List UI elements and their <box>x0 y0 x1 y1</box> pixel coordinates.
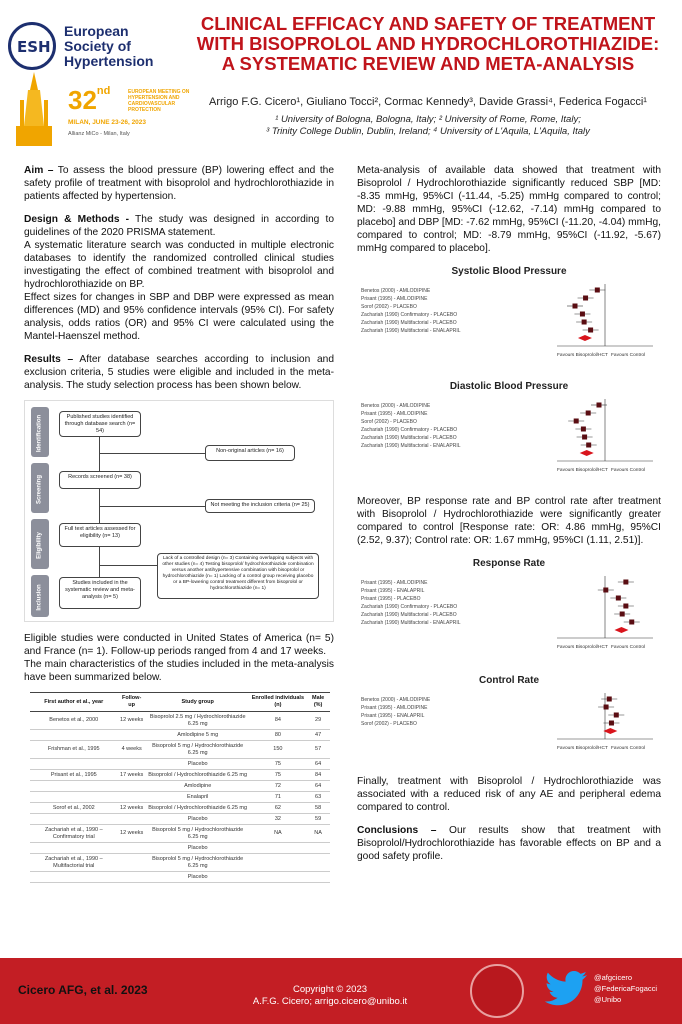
point-estimate <box>586 411 591 416</box>
pooled-estimate-diamond <box>603 728 617 734</box>
table-cell: 17 weeks <box>118 770 146 781</box>
point-estimate <box>603 588 608 593</box>
favours-right-label: Favours Control <box>611 645 646 650</box>
study-label: Sorof (2002) - PLACEBO <box>361 419 417 425</box>
favours-right-label: Favours Control <box>611 468 646 473</box>
social-handle[interactable]: @afgcicero <box>594 973 633 982</box>
table-cell: Bisoprolol 5 mg / Hydrochlorothiazide 6.25 mg <box>146 825 250 843</box>
table-cell: 32 <box>250 814 307 825</box>
stage-inclusion <box>31 575 49 617</box>
copyright-line: Copyright © 2023 <box>292 984 368 995</box>
table-cell: Placebo <box>146 759 250 770</box>
table-row <box>30 781 330 792</box>
favours-right-label: Favours Control <box>611 746 646 751</box>
poster-title: CLINICAL EFFICACY AND SAFETY OF TREATMENT WITH BISOPROLOL AND HYDROCHLOROTHIAZIDE: A SYSTEMATIC REVIEW AND META-ANALYSIS <box>196 13 660 74</box>
point-estimate <box>623 580 628 585</box>
point-estimate <box>614 713 619 718</box>
table-cell <box>118 781 146 792</box>
meeting-info <box>8 85 188 145</box>
table-cell: 12 weeks <box>118 825 146 843</box>
summary-paragraph: The main characteristics of the studies included in the meta-analysis have been summarized below. <box>24 659 334 683</box>
study-label: Prisant (1995) - ENALAPRIL <box>361 713 425 719</box>
countries-paragraph: Eligible studies were conducted in United States of America (n= 5) and France (n= 1). Follow-up periods ranged from 4 and 17 weeks. <box>24 633 334 657</box>
esh-emblem <box>8 22 56 70</box>
pooled-estimate-diamond <box>580 450 594 456</box>
forest-plot-dbp <box>357 380 661 485</box>
table-header: First author et al., year <box>30 693 118 712</box>
point-estimate <box>607 697 612 702</box>
aim-section <box>24 164 334 203</box>
methods-paragraph: Effect sizes for changes in SBP and DBP were expressed as mean differences (MD) and 95% confidence intervals (95% CI). For safety analysis, odds ratios (OR) and 95% CI were calculated using the Mantel-Haenszel method. <box>24 292 334 342</box>
study-label: Zachariah (1990) Multifactorial - PLACEBO <box>361 435 457 441</box>
stage-identification <box>31 407 49 457</box>
study-label: Sorof (2002) - PLACEBO <box>361 721 417 727</box>
flow-arrow <box>100 565 157 566</box>
table-header-row <box>30 693 330 712</box>
table-cell: Benetos et al., 2000 <box>30 712 118 730</box>
table-cell: 62 <box>250 803 307 814</box>
aim-text: To assess the blood pressure (BP) lowering effect and the safety profile of treatment with bisoprolol and hydrochlorothiazide in patients affected by hypertension. <box>24 165 334 202</box>
favours-right-label: Favours Control <box>611 353 646 358</box>
study-label: Zachariah (1990) Multifactorial - PLACEBO <box>361 320 457 326</box>
stage-label: Identification <box>36 414 43 453</box>
box-excluded: Lack of a controlled design (n= 3) Containing overlapping subjects with other studies (n= 4) Testing bisoprolol/ hydrochlorothiazide combination versus another antihypertensive combination with bisoprolol or hydrochlorothiazide (n= 1) Lacking of a control group receiving placebo or a BP-lowering control treatment different from bisoprolol or hydrochlorothiazide (n= 1) <box>157 553 319 599</box>
table-cell: 84 <box>250 712 307 730</box>
favours-left-label: Favours Bisoprolol/HCT <box>557 353 608 358</box>
table-row <box>30 759 330 770</box>
point-estimate <box>574 419 579 424</box>
table-cell <box>30 781 118 792</box>
table-cell <box>306 843 330 854</box>
plot-title: Control Rate <box>479 675 539 686</box>
forest-plot-sbp <box>357 265 661 370</box>
point-estimate <box>582 435 587 440</box>
table-cell <box>30 814 118 825</box>
table-row <box>30 792 330 803</box>
pooled-estimate-diamond <box>614 627 628 633</box>
stage-label: Eligibility <box>36 532 43 559</box>
affiliations <box>188 114 668 138</box>
left-column <box>24 164 334 883</box>
flow-arrow <box>100 506 205 507</box>
table-header: Enrolled individuals (n) <box>250 693 307 712</box>
meeting-number <box>68 85 110 116</box>
poster-footer <box>0 958 682 1024</box>
box-not-meeting: Not meeting the inclusion criteria (n= 25) <box>205 499 315 513</box>
point-estimate <box>616 596 621 601</box>
table-cell: 4 weeks <box>118 741 146 759</box>
table-cell: Placebo <box>146 872 250 883</box>
point-estimate <box>629 620 634 625</box>
table-cell: 57 <box>306 741 330 759</box>
table-header: Male (%) <box>306 693 330 712</box>
table-cell <box>118 854 146 872</box>
table-cell: Placebo <box>146 814 250 825</box>
footer-citation: Cicero AFG, et al. 2023 <box>18 983 148 997</box>
table-cell: Bisoprolol 5 mg / Hydrochlorothiazide 6.25 mg <box>146 741 250 759</box>
study-label: Prisant (1995) - AMLODIPINE <box>361 580 428 586</box>
flow-arrow <box>100 453 205 454</box>
forest-plot-svg <box>357 280 661 370</box>
table-cell: Placebo <box>146 843 250 854</box>
table-cell: 72 <box>250 781 307 792</box>
table-cell: NA <box>306 825 330 843</box>
table-cell: 29 <box>306 712 330 730</box>
table-cell: 75 <box>250 770 307 781</box>
table-cell: Bisoprolol / Hydrochlorothiazide 6.25 mg <box>146 803 250 814</box>
table-cell: Zachariah et al., 1990 – Confirmatory trial <box>30 825 118 843</box>
favours-left-label: Favours Bisoprolol/HCT <box>557 645 608 650</box>
study-label: Zachariah (1990) Multifactorial - ENALAPRIL <box>361 443 461 449</box>
table-cell <box>30 872 118 883</box>
study-label: Prisant (1995) - PLACEBO <box>361 596 421 602</box>
table-header: Follow-up <box>118 693 146 712</box>
methods-paragraph: A systematic literature search was conducted in multiple electronic databases to identify the randomized controlled clinical studies investigating the effect of combined treatment with bisoprolol and hydrochlorothiazide on BP. <box>24 240 334 290</box>
table-cell: 12 weeks <box>118 803 146 814</box>
study-label: Benetos (2000) - AMLODIPINE <box>361 403 431 409</box>
table-cell <box>118 730 146 741</box>
table-cell: Enalapril <box>146 792 250 803</box>
table-cell: 150 <box>250 741 307 759</box>
conclusions-section <box>357 824 661 863</box>
society-name-line: European <box>64 23 129 39</box>
stage-label: Inclusion <box>36 584 43 611</box>
authors: Arrigo F.G. Cicero¹, Giuliano Tocci², Cormac Kennedy³, Davide Grassi⁴, Federica Fogacci¹ <box>209 96 647 108</box>
forest-plot-response <box>357 557 661 664</box>
table-cell <box>118 814 146 825</box>
study-label: Benetos (2000) - AMLODIPINE <box>361 288 431 294</box>
table-cell <box>30 792 118 803</box>
forest-plot-control <box>357 674 661 765</box>
conclusions-label: Conclusions – <box>357 825 437 836</box>
point-estimate <box>580 312 585 317</box>
table-row <box>30 730 330 741</box>
table-cell <box>30 730 118 741</box>
table-row <box>30 843 330 854</box>
table-cell: 12 weeks <box>118 712 146 730</box>
study-label: Prisant (1995) - AMLODIPINE <box>361 705 428 711</box>
table-row <box>30 854 330 872</box>
box-identified: Published studies identified through database search (n= 54) <box>59 411 141 437</box>
study-characteristics-table <box>30 692 330 883</box>
table-cell: Amlodipine 5 mg <box>146 730 250 741</box>
table-cell: Prisant et al., 1995 <box>30 770 118 781</box>
table-cell <box>306 854 330 872</box>
favours-left-label: Favours Bisoprolol/HCT <box>557 468 608 473</box>
table-cell: Bisoprolol 2.5 mg / Hydrochlorothiazide 6.25 mg <box>146 712 250 730</box>
table-cell <box>30 843 118 854</box>
prisma-flow-diagram <box>24 400 334 622</box>
plot-title: Diastolic Blood Pressure <box>449 381 569 392</box>
table-cell <box>250 843 307 854</box>
study-label: Zachariah (1990) Confirmatory - PLACEBO <box>361 312 458 318</box>
esh-logo <box>8 22 158 72</box>
table-cell: 47 <box>306 730 330 741</box>
box-screened: Records screened (n= 38) <box>59 471 141 489</box>
point-estimate <box>581 427 586 432</box>
table-cell: 63 <box>306 792 330 803</box>
social-handle[interactable]: @FedericaFogacci <box>594 984 658 993</box>
design-label: Design & Methods - <box>24 214 130 225</box>
point-estimate <box>597 403 602 408</box>
society-name-line: Hypertension <box>64 53 154 69</box>
box-nonoriginal: Non-original articles (n= 16) <box>205 445 295 461</box>
table-cell: Frishman et al., 1995 <box>30 741 118 759</box>
forest-plot-svg <box>357 572 661 664</box>
meta-analysis-paragraph: Meta-analysis of available data showed that treatment with Bisoprolol / Hydrochlorothiazide significantly reduced SBP [MD: -8.35 mmHg, 95%CI (-11.44, -5.25) mmHg compared to control; MD: -9.88 mmHg, 95%CI (-12.62, -7.14) mmHg compared to placebo] and DBP [MD: -7.62 mmHg, 95%CI (-11.20, -4.04) mmHg, compared to control; MD: -8.79 mmHg, 95%CI (-11.92, -5.67) mmHg compared to placebo]. <box>357 165 661 254</box>
table-row <box>30 741 330 759</box>
point-estimate <box>586 443 591 448</box>
society-name-line: Society of <box>64 38 131 54</box>
point-estimate <box>595 288 600 293</box>
point-estimate <box>623 604 628 609</box>
table-cell <box>250 872 307 883</box>
study-label: Zachariah (1990) Confirmatory - PLACEBO <box>361 427 458 433</box>
plot-title: Systolic Blood Pressure <box>451 266 567 277</box>
response-paragraph: Moreover, BP response rate and BP control rate after treatment with Bisoprolol / Hydrochlorothiazide were significantly greater compared to control [Response rate: OR: 4.86 mmHg, 95%CI (2.52, 9.37); Control rate: OR: 1.67 mmHg, 95%CI (1.11, 2.51)]. <box>357 496 661 546</box>
results-section <box>24 353 334 392</box>
table-cell <box>118 843 146 854</box>
point-estimate <box>620 612 625 617</box>
table-cell: Bisoprolol / Hydrochlorothiazide 6.25 mg <box>146 770 250 781</box>
twitter-bird-icon <box>545 970 589 1008</box>
flow-arrow <box>99 547 100 577</box>
meeting-number-value: 32 <box>68 85 97 115</box>
study-label: Benetos (2000) - AMLODIPINE <box>361 697 431 703</box>
stage-eligibility <box>31 519 49 569</box>
stage-screening <box>31 463 49 513</box>
table-cell: Amlodipine <box>146 781 250 792</box>
box-included: Studies included in the systematic review and meta-analysis (n= 5) <box>59 577 141 609</box>
flow-arrow <box>99 437 100 471</box>
table-cell: Zachariah et al., 1990 – Multifactorial trial <box>30 854 118 872</box>
table-cell: Sorof et al., 2002 <box>30 803 118 814</box>
table-header: Study group <box>146 693 250 712</box>
point-estimate <box>582 320 587 325</box>
study-label: Prisant (1995) - ENALAPRIL <box>361 588 425 594</box>
meeting-number-suffix: nd <box>96 85 111 97</box>
table-cell <box>118 792 146 803</box>
study-label: Prisant (1995) - AMLODIPINE <box>361 411 428 417</box>
contact-email: A.F.G. Cicero; arrigo.cicero@unibo.it <box>252 996 408 1007</box>
table-row <box>30 803 330 814</box>
table-cell: 84 <box>306 770 330 781</box>
meeting-venue: Allianz MiCo - Milan, Italy <box>68 131 130 137</box>
results-text: After database searches according to inclusion and exclusion criteria, 5 studies were eligible and included in the meta-analysis. The study selection process has been shown below. <box>24 354 334 391</box>
social-handles <box>594 972 657 1005</box>
table-cell <box>250 854 307 872</box>
table-body <box>30 712 330 883</box>
forest-plot-svg <box>357 395 661 485</box>
aim-label: Aim – <box>24 165 54 176</box>
social-handle[interactable]: @Unibo <box>594 995 622 1004</box>
forest-plot-svg <box>357 689 661 765</box>
study-label: Zachariah (1990) Multifactorial - ENALAPRIL <box>361 328 461 334</box>
point-estimate <box>583 296 588 301</box>
pooled-estimate-diamond <box>578 335 592 341</box>
table-cell: 58 <box>306 803 330 814</box>
conclusions-text: Our results show that treatment with Bisoprolol/Hydrochlorothiazide has favorable effects on BP and a good safety profile. <box>357 825 661 862</box>
favours-left-label: Favours Bisoprolol/HCT <box>557 746 608 751</box>
study-label: Prisant (1995) - AMLODIPINE <box>361 296 428 302</box>
design-section <box>24 213 334 239</box>
table-cell: 71 <box>250 792 307 803</box>
footer-copyright <box>200 984 460 1008</box>
design-text: The study was designed in according to guidelines of the 2020 PRISMA statement. <box>24 214 334 238</box>
table-cell: Bisoprolol 5 mg / Hydrochlorothiazide 6.25 mg <box>146 854 250 872</box>
table-row <box>30 825 330 843</box>
study-label: Sorof (2002) - PLACEBO <box>361 304 417 310</box>
table-cell <box>306 872 330 883</box>
table-cell: 59 <box>306 814 330 825</box>
study-label: Zachariah (1990) Confirmatory - PLACEBO <box>361 604 458 610</box>
table-cell: NA <box>250 825 307 843</box>
table-row <box>30 770 330 781</box>
table-cell: 80 <box>250 730 307 741</box>
table-cell: 64 <box>306 781 330 792</box>
point-estimate <box>588 328 593 333</box>
right-column <box>357 164 661 863</box>
table-row <box>30 814 330 825</box>
safety-paragraph: Finally, treatment with Bisoprolol / Hydrochlorothiazide was associated with a reduced risk of any AE and peripheral edema compared to control. <box>357 776 661 813</box>
affiliation-line: ³ Trinity College Dublin, Dublin, Ireland; ⁴ University of L'Aquila, L'Aquila, Italy <box>266 126 590 137</box>
point-estimate <box>573 304 578 309</box>
table-cell: 64 <box>306 759 330 770</box>
study-label: Zachariah (1990) Multifactorial - ENALAPRIL <box>361 620 461 626</box>
box-fulltext: Full text articles assessed for eligibility (n= 13) <box>59 523 141 547</box>
study-label: Zachariah (1990) Multifactorial - PLACEBO <box>361 612 457 618</box>
results-label: Results – <box>24 354 74 365</box>
stage-label: Screening <box>36 475 43 505</box>
point-estimate <box>604 705 609 710</box>
point-estimate <box>609 721 614 726</box>
society-name <box>64 24 153 69</box>
table-cell <box>118 759 146 770</box>
poster-header <box>0 0 682 150</box>
meeting-date: MILAN, JUNE 23-26, 2023 <box>68 119 147 126</box>
table-cell <box>118 872 146 883</box>
table-row <box>30 872 330 883</box>
table-cell: 75 <box>250 759 307 770</box>
table-cell <box>30 759 118 770</box>
meeting-name: EUROPEAN MEETING ON HYPERTENSION AND CARDIOVASCULAR PROTECTION <box>128 89 190 113</box>
esh-abbr: ESH <box>17 38 51 56</box>
table-row <box>30 712 330 730</box>
affiliation-line: ¹ University of Bologna, Bologna, Italy; ² University of Rome, Rome, Italy; <box>275 114 581 125</box>
plot-title: Response Rate <box>472 558 546 569</box>
university-seal-icon <box>470 964 524 1018</box>
